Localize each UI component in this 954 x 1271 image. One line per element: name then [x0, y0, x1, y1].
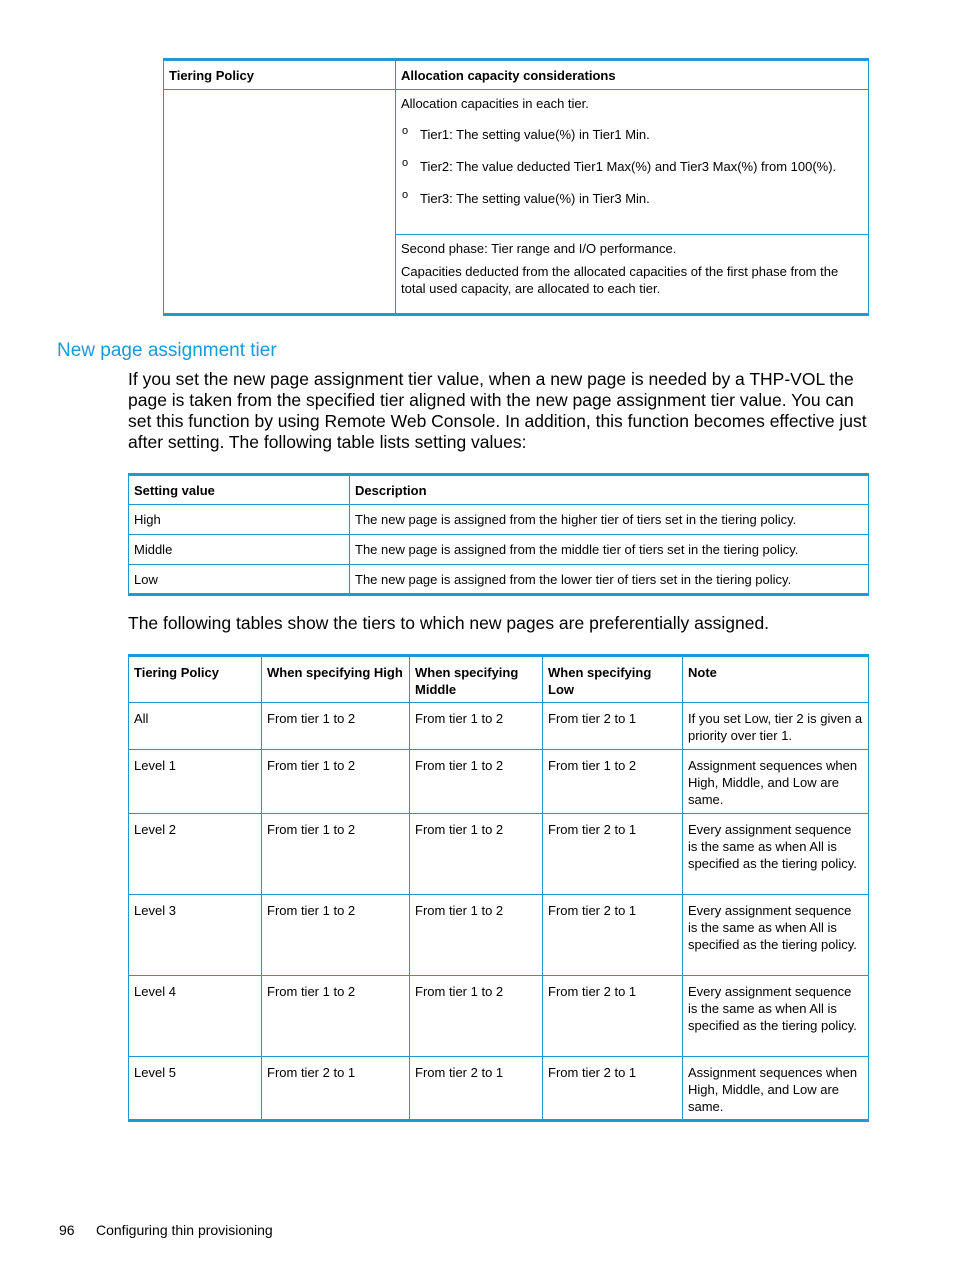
body-paragraph: If you set the new page assignment tier value, when a new page is needed by a THP-VOL the page is taken from the specified tier aligned with the new page assignment tier value. You can set this function by using Remote Web Console. In addition, this function becomes effective just after setting. The following table lists setting values: [128, 369, 867, 452]
table-cell: From tier 1 to 2 [262, 750, 410, 814]
table-cell: From tier 1 to 2 [262, 976, 410, 1057]
table-cell: From tier 1 to 2 [262, 814, 410, 895]
column-header: Setting value [129, 475, 350, 505]
table-cell: Every assignment sequence is the same as when All is specified as the tiering policy. [683, 814, 869, 895]
table-row [129, 565, 869, 595]
table-header-row [164, 60, 869, 90]
table-cell: From tier 1 to 2 [543, 750, 683, 814]
bullet-marker: o [402, 189, 409, 201]
table-cell: High [129, 505, 350, 535]
table-cell: Level 3 [129, 895, 262, 976]
bullet-item [401, 158, 863, 175]
bullet-item [401, 126, 863, 143]
table-cell: Level 1 [129, 750, 262, 814]
table-cell: Every assignment sequence is the same as when All is specified as the tiering policy. [683, 976, 869, 1057]
table-cell: Every assignment sequence is the same as when All is specified as the tiering policy. [683, 895, 869, 976]
table-cell: Level 2 [129, 814, 262, 895]
table-cell: Low [129, 565, 350, 595]
bullet-marker: o [402, 125, 409, 137]
table-cell: From tier 2 to 1 [543, 1057, 683, 1121]
bullet-text: Tier1: The setting value(%) in Tier1 Min. [420, 127, 650, 142]
table-cell: The new page is assigned from the lower tier of tiers set in the tiering policy. [350, 565, 869, 595]
column-header: When specifying High [262, 656, 410, 703]
table-cell [396, 235, 869, 315]
footer-section-title: Configuring thin provisioning [96, 1222, 273, 1238]
first-phase-intro: Allocation capacities in each tier. [401, 96, 589, 111]
table-cell: From tier 2 to 1 [543, 895, 683, 976]
allocation-capacity-table [163, 58, 869, 316]
bullet-item [401, 190, 863, 207]
column-header: Allocation capacity considerations [396, 60, 869, 90]
table-cell: From tier 2 to 1 [543, 976, 683, 1057]
table-cell: From tier 1 to 2 [262, 895, 410, 976]
table-cell: From tier 2 to 1 [543, 814, 683, 895]
table-cell: The new page is assigned from the middle tier of tiers set in the tiering policy. [350, 535, 869, 565]
table-cell [396, 90, 869, 235]
table-header-row [129, 475, 869, 505]
table-cell: Assignment sequences when High, Middle, and Low are same. [683, 1057, 869, 1121]
table-cell: Level 4 [129, 976, 262, 1057]
table-cell: Level 5 [129, 1057, 262, 1121]
table-cell: From tier 1 to 2 [410, 895, 543, 976]
table-row [129, 1057, 869, 1121]
table-cell [164, 90, 396, 315]
table-cell: All [129, 703, 262, 750]
table-cell: From tier 2 to 1 [262, 1057, 410, 1121]
table-row [129, 750, 869, 814]
column-header: Note [683, 656, 869, 703]
second-phase-text: Capacities deducted from the allocated capacities of the first phase from the total used capacity, are allocated to each tier. [401, 264, 839, 296]
table-cell: From tier 1 to 2 [410, 976, 543, 1057]
table-row [129, 535, 869, 565]
table-row [129, 895, 869, 976]
table-cell: Middle [129, 535, 350, 565]
bullet-text: Tier3: The setting value(%) in Tier3 Min. [420, 191, 650, 206]
table-cell: From tier 1 to 2 [262, 703, 410, 750]
table-cell: From tier 1 to 2 [410, 703, 543, 750]
table-cell: From tier 1 to 2 [410, 814, 543, 895]
section-heading: New page assignment tier [57, 340, 277, 361]
table-cell: From tier 2 to 1 [543, 703, 683, 750]
table-header-row [129, 656, 869, 703]
table-cell: Assignment sequences when High, Middle, and Low are same. [683, 750, 869, 814]
column-header: When specifying Middle [410, 656, 543, 703]
column-header: Description [350, 475, 869, 505]
table-cell: From tier 1 to 2 [410, 750, 543, 814]
tier-assignment-table [128, 654, 869, 1122]
table-cell: If you set Low, tier 2 is given a priority over tier 1. [683, 703, 869, 750]
table-cell: The new page is assigned from the higher tier of tiers set in the tiering policy. [350, 505, 869, 535]
bullet-marker: o [402, 157, 409, 169]
column-header: Tiering Policy [129, 656, 262, 703]
body-paragraph: The following tables show the tiers to which new pages are preferentially assigned. [128, 613, 770, 633]
page-footer [59, 1222, 273, 1238]
table-row [164, 90, 869, 235]
table-row [129, 703, 869, 750]
setting-values-table [128, 473, 869, 596]
second-phase-title: Second phase: Tier range and I/O performance. [401, 241, 677, 256]
table-row [129, 976, 869, 1057]
table-row [129, 814, 869, 895]
table-row [129, 505, 869, 535]
page-number: 96 [59, 1222, 75, 1238]
column-header: Tiering Policy [164, 60, 396, 90]
bullet-text: Tier2: The value deducted Tier1 Max(%) and Tier3 Max(%) from 100(%). [420, 159, 837, 174]
table-cell: From tier 2 to 1 [410, 1057, 543, 1121]
column-header: When specifying Low [543, 656, 683, 703]
